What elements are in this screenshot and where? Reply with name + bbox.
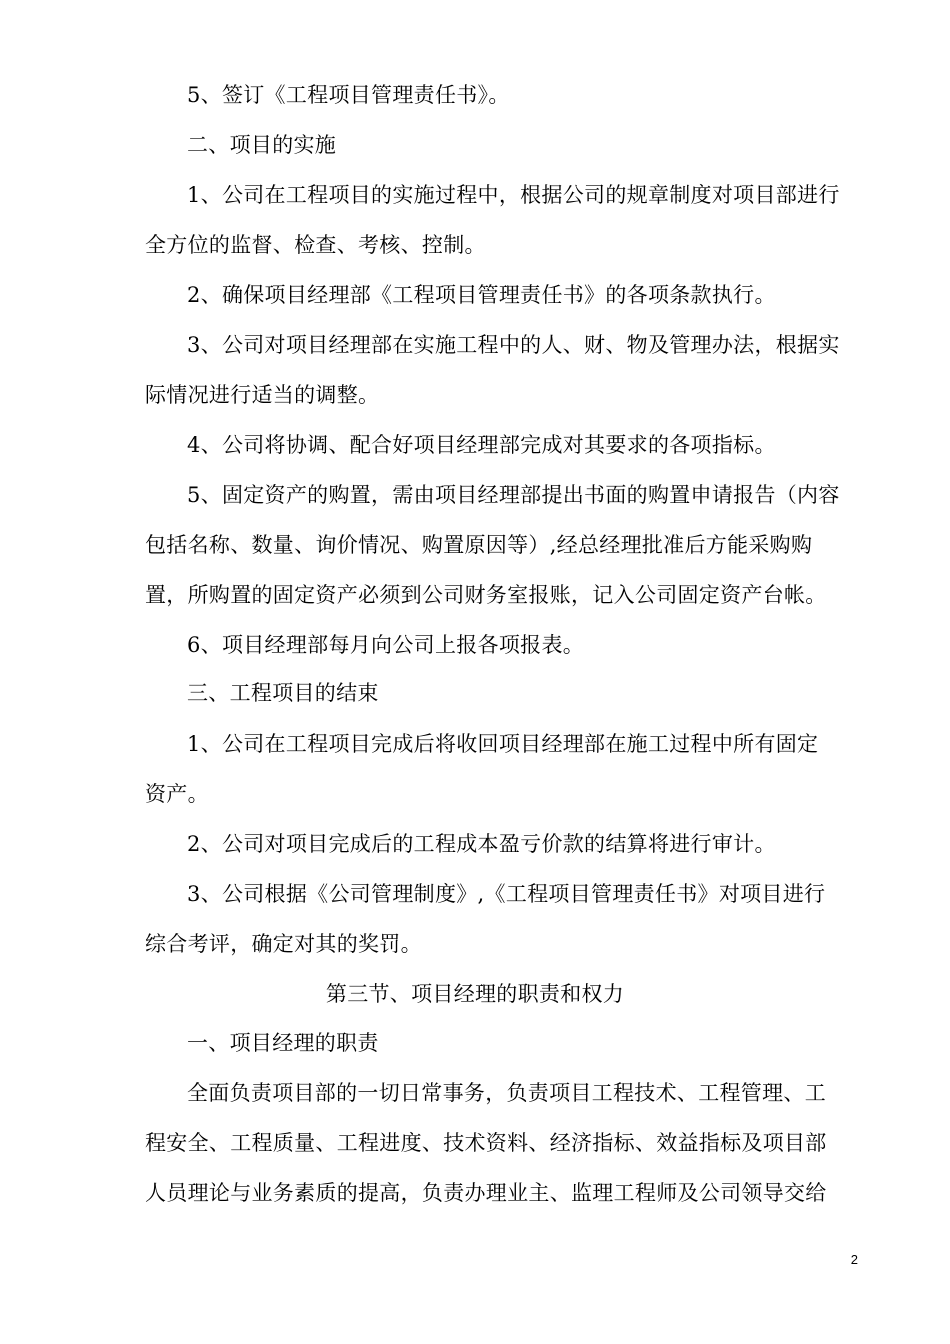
section-heading: 三、工程项目的结束	[187, 681, 379, 705]
paragraph-line: 程安全、工程质量、工程进度、技术资料、经济指标、效益指标及项目部	[145, 1131, 827, 1155]
paragraph-line: 2、确保项目经理部《工程项目管理责任书》的各项条款执行。	[187, 283, 776, 307]
paragraph-line: 3、公司对项目经理部在实施工程中的人、财、物及管理办法，根据实	[187, 333, 840, 357]
paragraph-line: 综合考评，确定对其的奖罚。	[145, 932, 422, 956]
page-number: 2	[850, 1252, 858, 1267]
paragraph-line: 全方位的监督、检查、考核、控制。	[145, 233, 486, 257]
paragraph-line: 1、公司在工程项目完成后将收回项目经理部在施工过程中所有固定	[187, 732, 819, 756]
paragraph-line: 际情况进行适当的调整。	[145, 383, 380, 407]
section-heading: 二、项目的实施	[187, 133, 337, 157]
paragraph-line: 全面负责项目部的一切日常事务，负责项目工程技术、工程管理、工	[187, 1081, 826, 1105]
section-heading: 一、项目经理的职责	[187, 1031, 379, 1055]
paragraph-line: 5、签订《工程项目管理责任书》。	[187, 83, 510, 107]
paragraph-line: 3、公司根据《公司管理制度》,《工程项目管理责任书》对项目进行	[187, 882, 826, 906]
paragraph-line: 人员理论与业务素质的提高，负责办理业主、监理工程师及公司领导交给	[145, 1181, 827, 1205]
chapter-section-title: 第三节、项目经理的职责和权力	[325, 982, 625, 1006]
paragraph-line: 置，所购置的固定资产必须到公司财务室报账，记入公司固定资产台帐。	[145, 583, 827, 607]
paragraph-line: 6、项目经理部每月向公司上报各项报表。	[187, 633, 585, 657]
paragraph-line: 5、固定资产的购置，需由项目经理部提出书面的购置申请报告（内容	[187, 483, 840, 507]
paragraph-line: 资产。	[145, 782, 209, 806]
paragraph-line: 包括名称、数量、询价情况、购置原因等）,经总经理批准后方能采购购	[145, 533, 813, 557]
paragraph-line: 2、公司对项目完成后的工程成本盈亏价款的结算将进行审计。	[187, 832, 776, 856]
paragraph-line: 1、公司在工程项目的实施过程中，根据公司的规章制度对项目部进行	[187, 183, 840, 207]
paragraph-line: 4、公司将协调、配合好项目经理部完成对其要求的各项指标。	[187, 433, 776, 457]
